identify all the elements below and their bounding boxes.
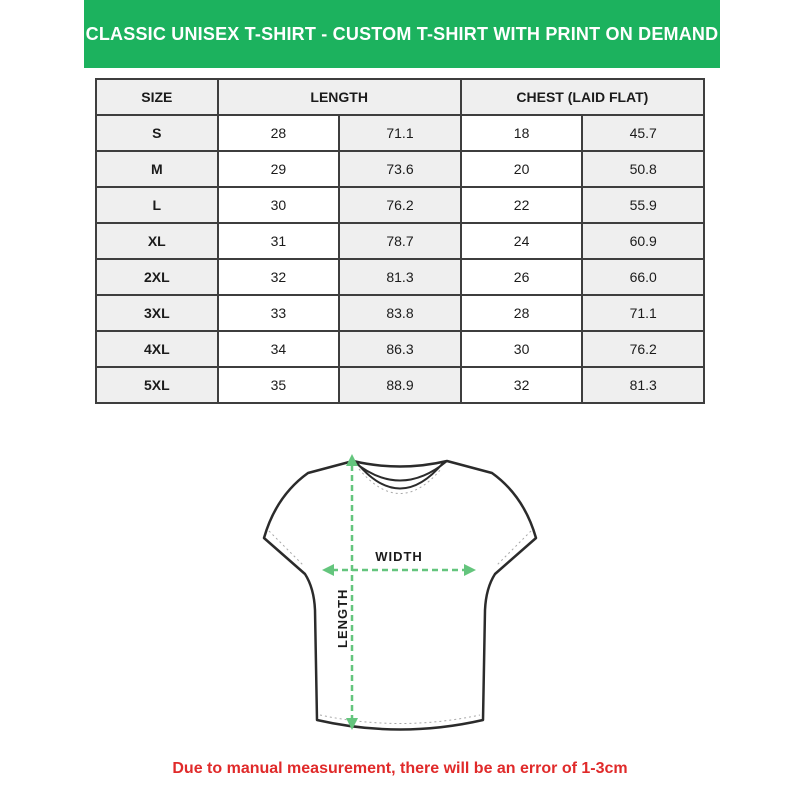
size-label: 2XL — [96, 259, 218, 295]
chest-inches: 24 — [461, 223, 583, 259]
length-cm: 83.8 — [339, 295, 461, 331]
length-inches: 34 — [218, 331, 340, 367]
size-label: 3XL — [96, 295, 218, 331]
chest-inches: 30 — [461, 331, 583, 367]
size-label: M — [96, 151, 218, 187]
table-row — [96, 223, 704, 259]
length-inches: 33 — [218, 295, 340, 331]
header-size: SIZE — [96, 79, 218, 115]
length-cm: 81.3 — [339, 259, 461, 295]
chest-inches: 26 — [461, 259, 583, 295]
page-title: CLASSIC UNISEX T-SHIRT - CUSTOM T-SHIRT WITH PRINT ON DEMAND — [85, 23, 719, 44]
table-row — [96, 187, 704, 223]
chest-inches: 20 — [461, 151, 583, 187]
chest-cm: 66.0 — [582, 259, 704, 295]
chest-inches: 18 — [461, 115, 583, 151]
chest-cm: 76.2 — [582, 331, 704, 367]
length-inches: 28 — [218, 115, 340, 151]
length-cm: 76.2 — [339, 187, 461, 223]
chest-cm: 45.7 — [582, 115, 704, 151]
header-length: LENGTH — [218, 79, 461, 115]
tshirt-diagram — [240, 430, 560, 750]
length-inches: 31 — [218, 223, 340, 259]
measurement-note: Due to manual measurement, there will be an error of 1-3cm — [172, 760, 628, 777]
chest-inches: 32 — [461, 367, 583, 403]
table-row — [96, 367, 704, 403]
banner — [84, 0, 720, 68]
length-cm: 88.9 — [339, 367, 461, 403]
length-cm: 71.1 — [339, 115, 461, 151]
size-chart-table — [95, 78, 705, 404]
chest-cm: 81.3 — [582, 367, 704, 403]
table-row — [96, 151, 704, 187]
length-inches: 32 — [218, 259, 340, 295]
table-row — [96, 259, 704, 295]
length-cm: 73.6 — [339, 151, 461, 187]
table-header-row — [96, 79, 704, 115]
length-inches: 30 — [218, 187, 340, 223]
size-label: S — [96, 115, 218, 151]
size-label: 4XL — [96, 331, 218, 367]
table-row — [96, 295, 704, 331]
chest-inches: 22 — [461, 187, 583, 223]
size-label: XL — [96, 223, 218, 259]
table-row — [96, 331, 704, 367]
chest-cm: 55.9 — [582, 187, 704, 223]
chest-cm: 71.1 — [582, 295, 704, 331]
size-label: 5XL — [96, 367, 218, 403]
length-inches: 35 — [218, 367, 340, 403]
chest-cm: 60.9 — [582, 223, 704, 259]
tshirt-outline-shape — [264, 461, 536, 730]
length-cm: 78.7 — [339, 223, 461, 259]
length-label: LENGTH — [335, 588, 350, 648]
chest-cm: 50.8 — [582, 151, 704, 187]
table-row — [96, 115, 704, 151]
length-inches: 29 — [218, 151, 340, 187]
size-label: L — [96, 187, 218, 223]
length-cm: 86.3 — [339, 331, 461, 367]
header-chest: CHEST (LAID FLAT) — [461, 79, 704, 115]
width-label: WIDTH — [375, 549, 423, 564]
size-chart — [95, 78, 705, 404]
chest-inches: 28 — [461, 295, 583, 331]
